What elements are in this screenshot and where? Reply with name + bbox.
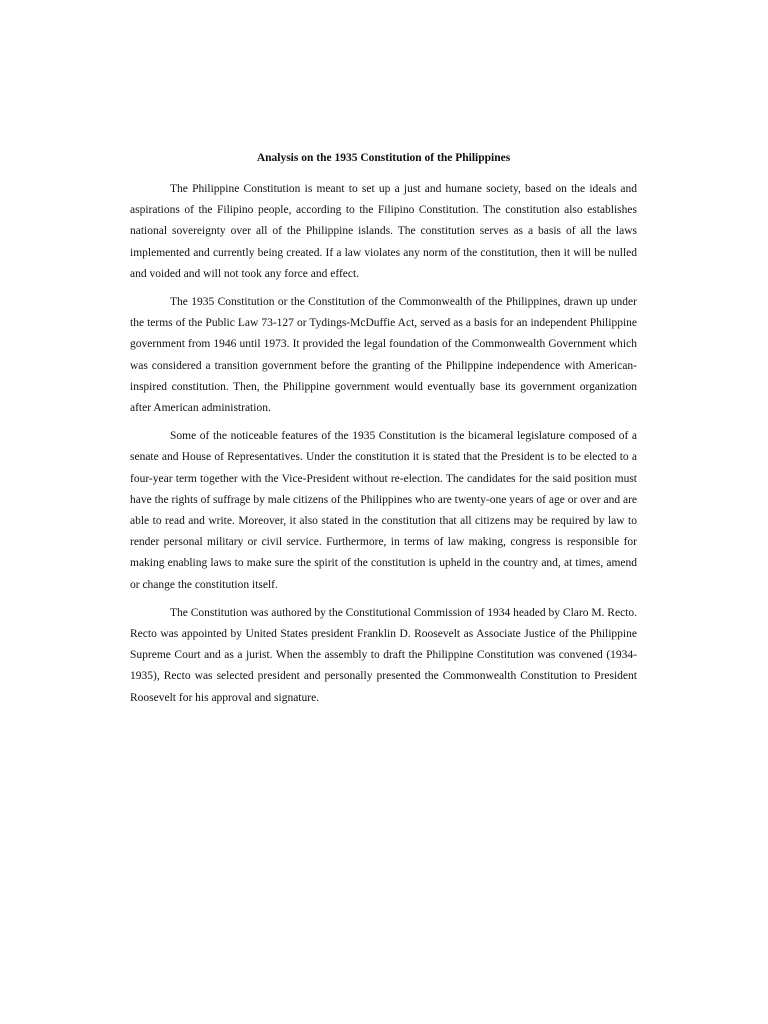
document-body (130, 150, 637, 716)
paragraph-3: Some of the noticeable features of the 1935 Constitution is the bicameral legislature composed of a senate and House of Representatives. Under the constitution it is stated that the President is to be elected to a four-year term together with the Vice-President without re-election. The candidates for the said position must have the rights of suffrage by male citizens of the Philippines who are twenty-one years of age or over and are able to read and write. Moreover, it also stated in the constitution that all citizens may be required by law to render personal military or civil service. Furthermore, in terms of law making, congress is responsible for making enabling laws to make sure the spirit of the constitution is upheld in the country and, at times, amend or change the constitution itself. (130, 430, 637, 591)
document-title: Analysis on the 1935 Constitution of the Philippines (256, 152, 511, 164)
paragraph-4: The Constitution was authored by the Constitutional Commission of 1934 headed by Claro M. Recto. Recto was appointed by United States president Franklin D. Roosevelt as Associate Justice of the Philippine Supreme Court and as a jurist. When the assembly to draft the Philippine Constitution was convened (1934-1935), Recto was selected president and personally presented the Commonwealth Constitution to President Roosevelt for his approval and signature. (130, 606, 637, 704)
paragraph-1: The Philippine Constitution is meant to set up a just and humane society, based on the ideals and aspirations of the Filipino people, according to the Filipino Constitution. The constitution also establishes national sovereignty over all of the Philippine islands. The constitution serves as a basis of all the laws implemented and currently being created. If a law violates any norm of the constitution, then it will be nulled and voided and will not took any force and effect. (130, 183, 637, 280)
paragraph-2: The 1935 Constitution or the Constitution of the Commonwealth of the Philippines, drawn up under the terms of the Public Law 73-127 or Tydings-McDuffie Act, served as a basis for an independent Philippine government from 1946 until 1973. It provided the legal foundation of the Commonwealth Government which was considered a transition government before the granting of the Philippine independence with American-inspired constitution. Then, the Philippine government would eventually base its government organization after American administration. (130, 296, 637, 415)
